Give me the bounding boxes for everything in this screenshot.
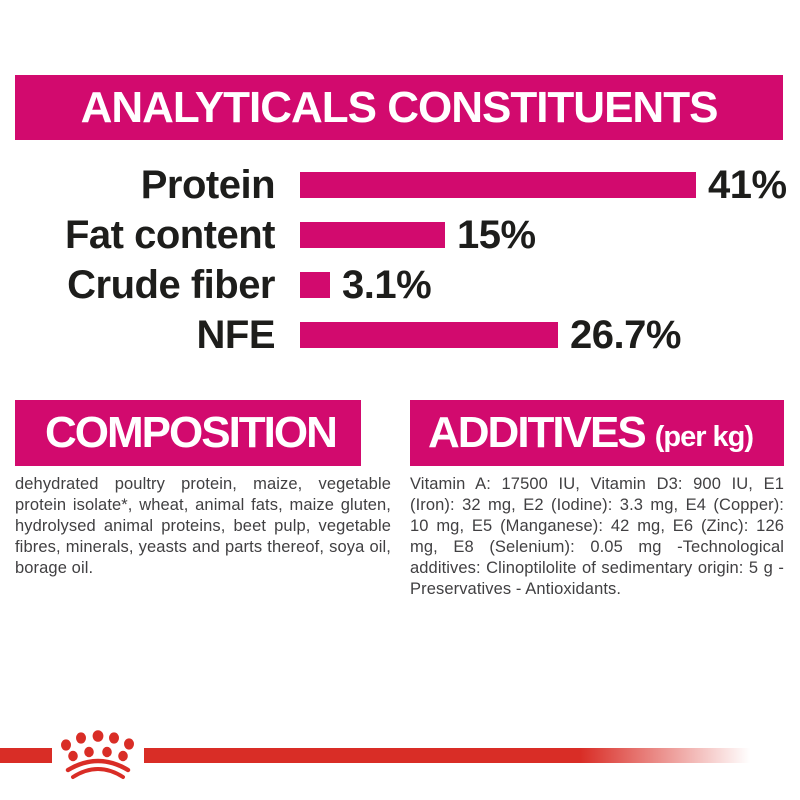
bar-value: 41%	[708, 162, 787, 207]
bar-value: 15%	[457, 212, 536, 257]
bar-value: 3.1%	[342, 262, 432, 307]
footer-rule-left	[0, 748, 52, 763]
bar-label: Fat content	[64, 212, 275, 257]
additives-title: ADDITIVES	[428, 408, 645, 457]
bar-protein	[300, 172, 696, 198]
composition-body-text: dehydrated poultry protein, maize, vegetable protein isolate*, wheat, animal fats, maize gluten, hydrolysed animal proteins, beet pulp, vegetable fibres, minerals, yeasts and parts thereof, soya oil, borage oil.	[15, 475, 391, 577]
additives-header	[410, 400, 784, 466]
bar-label: NFE	[196, 312, 275, 357]
bar-label: Crude fiber	[67, 262, 275, 307]
crown-paw-icon	[52, 726, 144, 782]
composition-title: COMPOSITION	[45, 408, 336, 457]
chart-row-fat-content	[0, 210, 800, 260]
analytical-constituents-chart	[0, 160, 800, 360]
chart-row-crude-fiber	[0, 260, 800, 310]
composition-section	[15, 400, 391, 579]
bar-value: 26.7%	[570, 312, 681, 357]
page-title: ANALYTICALS CONSTITUENTS	[80, 82, 718, 132]
bar-label: Protein	[140, 162, 275, 207]
chart-row-nfe	[0, 310, 800, 360]
composition-header	[15, 400, 361, 466]
bar-nfe	[300, 322, 558, 348]
chart-row-protein	[0, 160, 800, 210]
additives-title-suffix: (per kg)	[654, 420, 754, 453]
analyticals-constituents-header	[15, 75, 783, 140]
additives-body-text: Vitamin A: 17500 IU, Vitamin D3: 900 IU, E1 (Iron): 32 mg, E2 (Iodine): 3.3 mg, E4 (Copper): 10 mg, E5 (Manganese): 42 mg, E6 (Zinc): 126 mg, E8 (Selenium): 0.05 mg -Technological additives: Clinoptilolite of sedimentary origin: 5 g - Preservatives - Antioxidants.	[410, 475, 784, 598]
additives-section	[410, 400, 784, 600]
footer-rule-right	[144, 748, 750, 763]
bar-crude-fiber	[300, 272, 330, 298]
bar-fat-content	[300, 222, 445, 248]
